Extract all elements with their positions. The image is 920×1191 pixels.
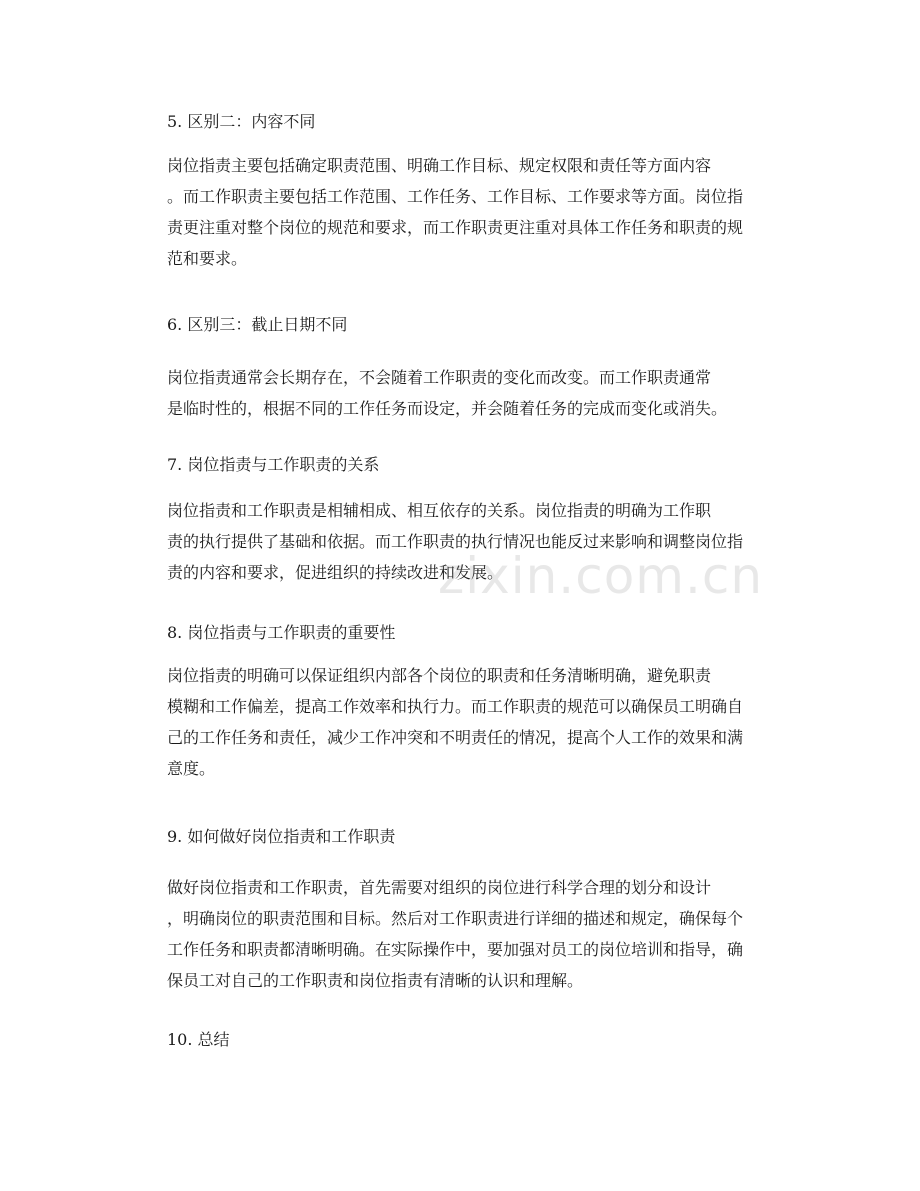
section-heading: 6. 区别三：截止日期不同 — [167, 315, 348, 334]
section-heading: 8. 岗位指责与工作职责的重要性 — [167, 623, 396, 642]
section-body: 岗位指责通常会长期存在，不会随着工作职责的变化而改变。而工作职责通常 是临时性的，根据不同的工作任务而设定，并会随着任务的完成而变化或消失。 — [167, 368, 728, 418]
section-heading: 10. 总结 — [167, 1030, 230, 1049]
section-body: 岗位指责和工作职责是相辅相成、相互依存的关系。岗位指责的明确为工作职 责的执行提供了基础和依据。而工作职责的执行情况也能反过来影响和调整岗位指 责的内容和要求，促进组织的持续改进和发展。 — [167, 501, 744, 582]
watermark: zixin.com.cn — [438, 547, 764, 605]
section-heading: 9. 如何做好岗位指责和工作职责 — [167, 827, 396, 846]
section-heading: 5. 区别二：内容不同 — [167, 112, 316, 131]
section-body: 岗位指责的明确可以保证组织内部各个岗位的职责和任务清晰明确，避免职责 模糊和工作偏差，提高工作效率和执行力。而工作职责的规范可以确保员工明确自 己的工作任务和责任，减少工作冲突和不明责任的情况，提高个人工作的效果和满 意度。 — [167, 666, 744, 778]
section-body: 岗位指责主要包括确定职责范围、明确工作目标、规定权限和责任等方面内容 。而工作职责主要包括工作范围、工作任务、工作目标、工作要求等方面。岗位指 责更注重对整个岗位的规范和要求，而工作职责更注重对具体工作任务和职责的规 范和要求。 — [167, 156, 744, 268]
section-body: 做好岗位指责和工作职责，首先需要对组织的岗位进行科学合理的划分和设计 ，明确岗位的职责范围和目标。然后对工作职责进行详细的描述和规定，确保每个 工作任务和职责都清晰明确。在实际操作中，要加强对员工的岗位培训和指导，确 保员工对自己的工作职责和岗位指责有清晰的认识和理解。 — [167, 878, 744, 990]
section-heading: 7. 岗位指责与工作职责的关系 — [167, 455, 380, 474]
